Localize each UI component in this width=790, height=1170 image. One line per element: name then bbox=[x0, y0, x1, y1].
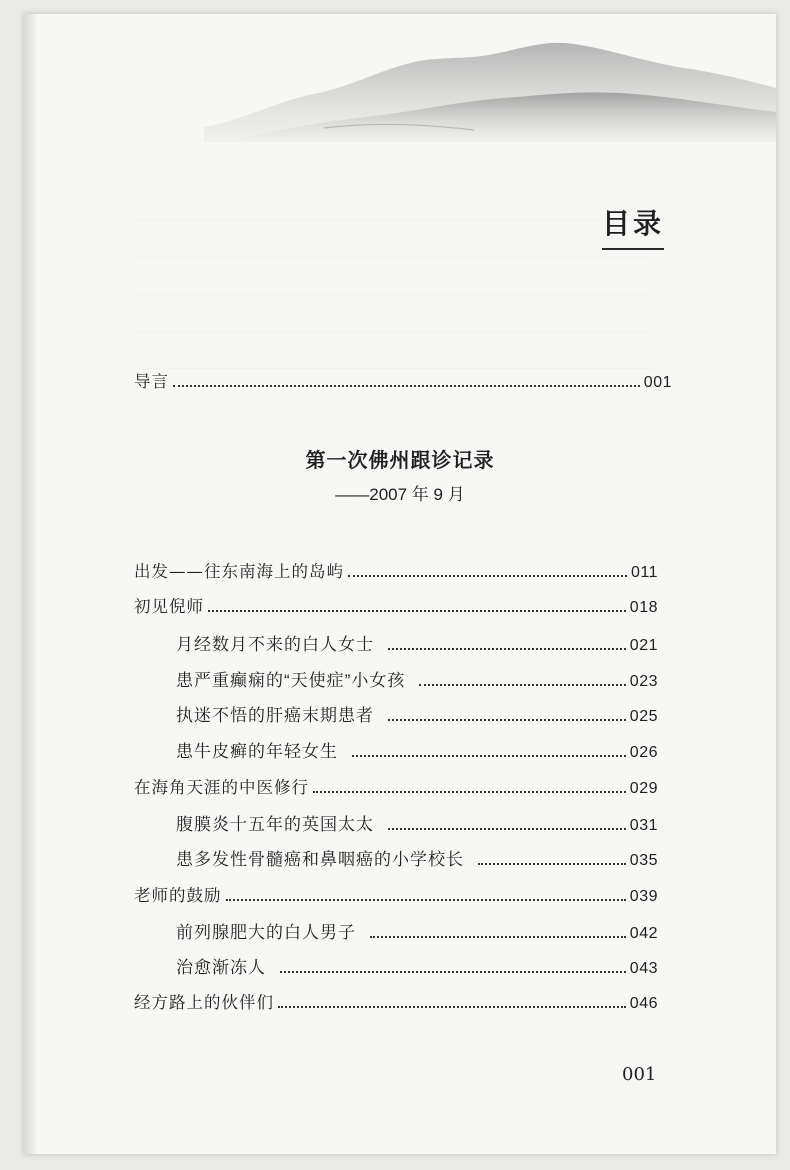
book-page bbox=[24, 14, 776, 1154]
toc-page-number: 018 bbox=[629, 599, 658, 616]
toc-entry-label: 初见倪师 bbox=[134, 597, 204, 616]
dot-leader bbox=[208, 610, 626, 612]
toc-entry-label: 出发——往东南海上的岛屿 bbox=[134, 562, 344, 581]
toc-row-chapter[interactable] bbox=[134, 774, 658, 798]
dot-leader bbox=[419, 684, 625, 686]
toc-entry-label: 导言 bbox=[134, 372, 169, 391]
page-spine-shadow bbox=[24, 14, 38, 1154]
toc-row-chapter[interactable] bbox=[134, 989, 658, 1013]
toc-entry-label: 腹膜炎十五年的英国太太 bbox=[176, 815, 374, 834]
toc-row-chapter[interactable] bbox=[134, 882, 658, 906]
toc-row-case[interactable] bbox=[176, 737, 658, 761]
toc-row-case[interactable] bbox=[176, 953, 658, 977]
toc-page-number: 039 bbox=[629, 888, 658, 905]
toc-page-number: 026 bbox=[629, 744, 658, 761]
mountain-ink-illustration bbox=[204, 32, 776, 142]
toc-page-number: 046 bbox=[629, 995, 658, 1012]
toc-page-number: 043 bbox=[629, 960, 658, 977]
dot-leader bbox=[173, 385, 640, 387]
toc-entry-label: 月经数月不来的白人女士 bbox=[176, 635, 374, 654]
dot-leader bbox=[313, 791, 626, 793]
toc-entry-label: 老师的鼓励 bbox=[134, 886, 222, 905]
toc-page-number: 029 bbox=[629, 780, 658, 797]
toc-row-case[interactable] bbox=[176, 666, 658, 690]
toc-row-case[interactable] bbox=[176, 810, 658, 834]
toc-row-chapter[interactable] bbox=[134, 593, 658, 617]
toc-entry-label: 经方路上的伙伴们 bbox=[134, 993, 274, 1012]
toc-page-number: 001 bbox=[643, 374, 672, 391]
toc-entry-label: 患多发性骨髓癌和鼻咽癌的小学校长 bbox=[176, 850, 464, 869]
dot-leader bbox=[352, 755, 626, 757]
toc-page-number: 031 bbox=[629, 817, 658, 834]
toc-entry-label: 治愈渐冻人 bbox=[176, 958, 266, 977]
toc-entry-label: 患严重癫痫的“天使症”小女孩 bbox=[176, 671, 406, 690]
dot-leader bbox=[226, 899, 626, 901]
bleed-through-text bbox=[134, 184, 654, 369]
toc-row-case[interactable] bbox=[176, 918, 658, 942]
toc-row-case[interactable] bbox=[176, 630, 658, 654]
dot-leader bbox=[348, 575, 627, 577]
dot-leader bbox=[388, 648, 626, 650]
toc-entry-label: 执迷不悟的肝癌末期患者 bbox=[176, 706, 374, 725]
toc-page-number: 021 bbox=[629, 637, 658, 654]
toc-entry-label: 患牛皮癣的年轻女生 bbox=[176, 742, 338, 761]
toc-entry-label: 在海角天涯的中医修行 bbox=[134, 778, 309, 797]
toc-page-number: 025 bbox=[629, 708, 658, 725]
toc-page-number: 042 bbox=[629, 925, 658, 942]
toc-row-case[interactable] bbox=[176, 845, 658, 869]
page-folio-number: 001 bbox=[622, 1064, 657, 1085]
toc-heading: 目录 bbox=[602, 202, 664, 250]
toc-page-number: 035 bbox=[629, 852, 658, 869]
toc-page-number: 011 bbox=[630, 564, 658, 581]
section-title: 第一次佛州跟诊记录 bbox=[305, 448, 495, 472]
dot-leader bbox=[278, 1006, 626, 1008]
section-date: ——2007 年 9 月 bbox=[335, 485, 465, 504]
dot-leader bbox=[388, 828, 626, 830]
dot-leader bbox=[478, 863, 626, 865]
toc-row-chapter[interactable] bbox=[134, 558, 658, 582]
toc-row-case[interactable] bbox=[176, 701, 658, 725]
dot-leader bbox=[370, 936, 626, 938]
toc-entry-label: 前列腺肥大的白人男子 bbox=[176, 923, 356, 942]
dot-leader bbox=[280, 971, 626, 973]
toc-row-intro[interactable] bbox=[134, 368, 672, 392]
toc-page-number: 023 bbox=[629, 673, 658, 690]
dot-leader bbox=[388, 719, 626, 721]
